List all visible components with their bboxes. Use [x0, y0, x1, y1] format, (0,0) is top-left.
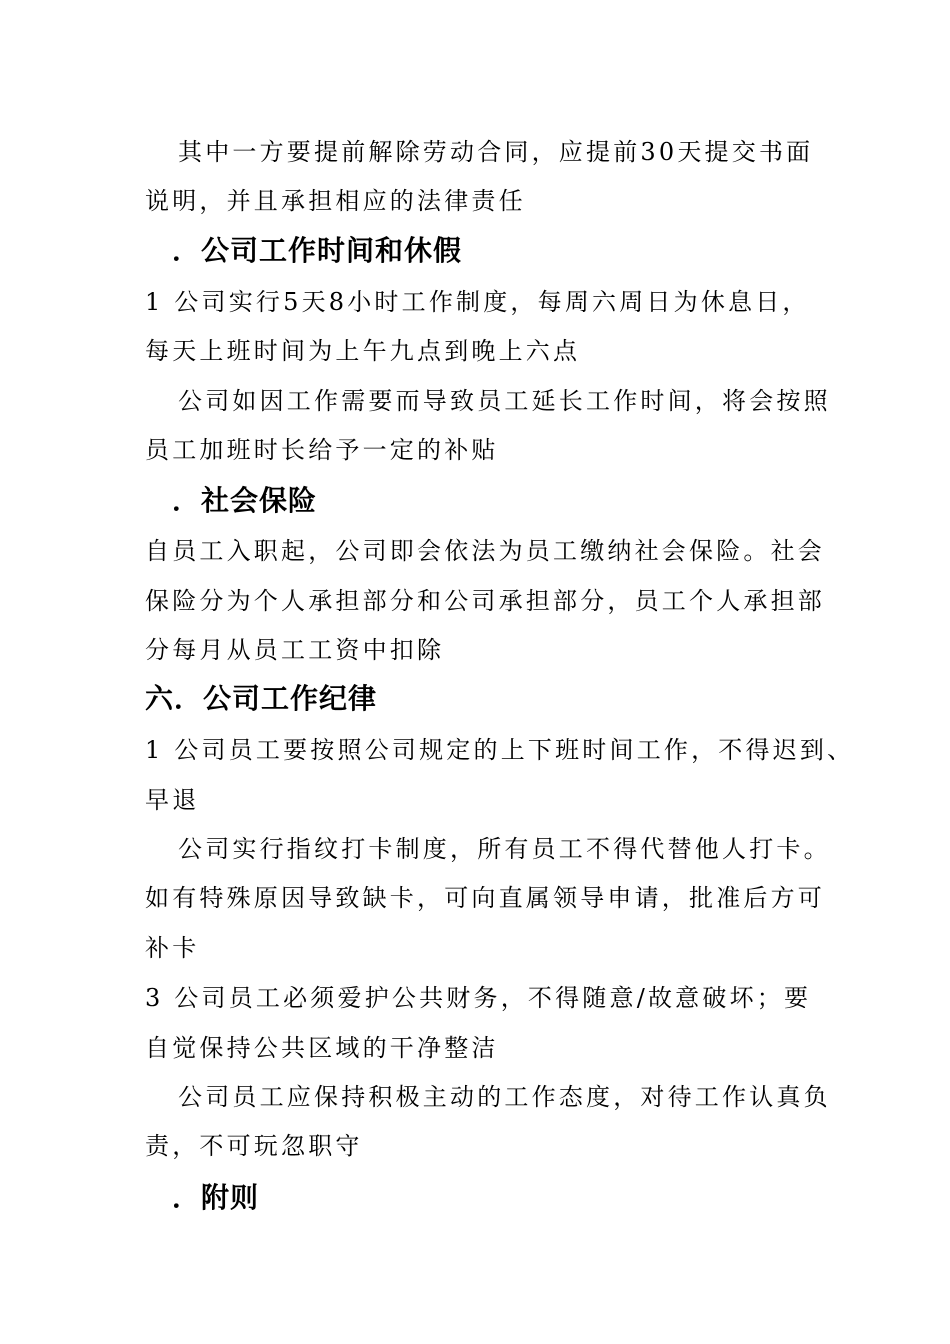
section-heading-social-insurance: ．社会保险	[172, 484, 318, 517]
paragraph-line: 自员工入职起，公司即会依法为员工缴纳社会保险。社会	[145, 537, 825, 565]
paragraph-line: 补卡	[145, 934, 200, 962]
paragraph-line: 保险分为个人承担部分和公司承担部分，员工个人承担部	[145, 587, 825, 615]
paragraph-line: 如有特殊原因导致缺卡，可向直属领导申请，批准后方可	[145, 884, 825, 912]
paragraph-line: 公司如因工作需要而导致员工延长工作时间，将会按照	[178, 387, 831, 415]
paragraph-line: 公司实行指纹打卡制度，所有员工不得代替他人打卡。	[178, 835, 831, 863]
section-heading-appendix: ．附则	[172, 1181, 260, 1214]
paragraph-line: 分每月从员工工资中扣除	[145, 636, 445, 664]
paragraph-line: 早退	[145, 786, 200, 814]
paragraph-line: 员工加班时长给予一定的补贴	[145, 436, 499, 464]
paragraph-line: 1 公司员工要按照公司规定的上下班时间工作，不得迟到、	[145, 736, 855, 764]
paragraph-line: 1 公司实行5天8小时工作制度，每周六周日为休息日，	[145, 288, 810, 316]
paragraph-line: 自觉保持公共区域的干净整洁	[145, 1034, 499, 1062]
paragraph-line: 3 公司员工必须爱护公共财务，不得随意/故意破坏；要	[145, 984, 812, 1012]
paragraph-line: 其中一方要提前解除劳动合同，应提前30天提交书面	[178, 138, 814, 166]
section-heading-work-discipline: 六．公司工作纪律	[145, 682, 378, 715]
section-heading-work-hours: ．公司工作时间和休假	[172, 234, 463, 267]
paragraph-line: 每天上班时间为上午九点到晚上六点	[145, 337, 581, 365]
paragraph-line: 责，不可玩忽职守	[145, 1132, 363, 1160]
paragraph-line: 说明，并且承担相应的法律责任	[145, 187, 526, 215]
paragraph-line: 公司员工应保持积极主动的工作态度，对待工作认真负	[178, 1083, 831, 1111]
